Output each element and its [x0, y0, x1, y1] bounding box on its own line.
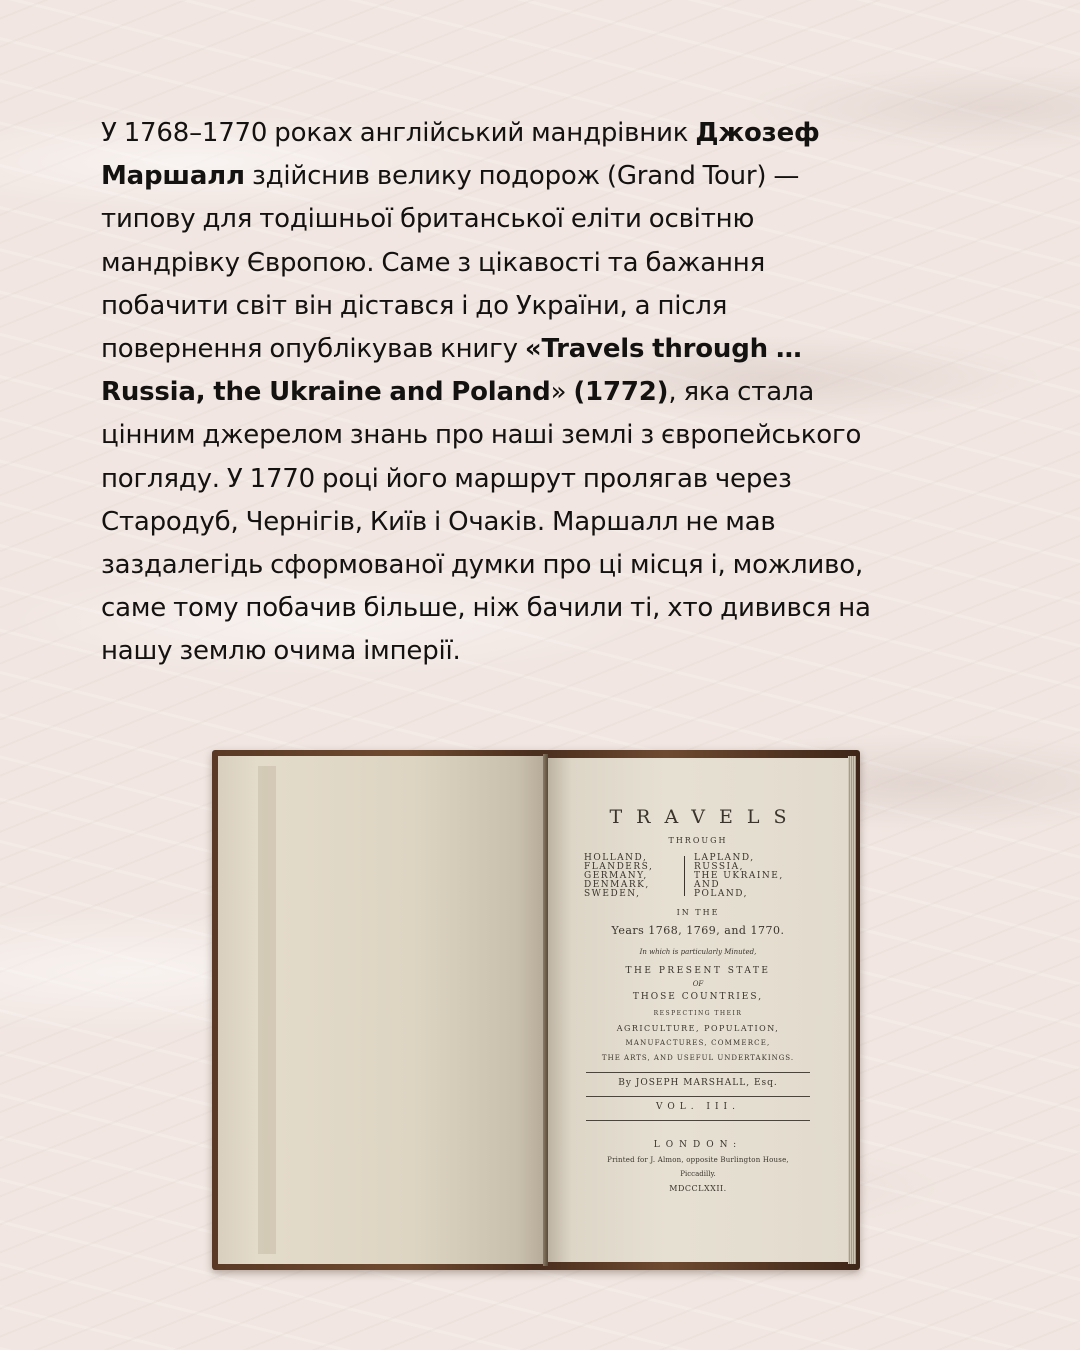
title-page-heading: TRAVELS — [609, 806, 801, 828]
text-line: побачити світ він дістався і до України, а після — [101, 290, 728, 321]
text-segment: » — [550, 377, 574, 408]
text-line: Стародуб, Чернігів, Київ і Очаків. Маршалл не мав — [101, 506, 776, 537]
title-page-rule — [586, 1072, 810, 1073]
book-year-bold: (1772) — [573, 377, 669, 408]
book-title-bold: «Travels through … — [524, 334, 802, 365]
text-line: цінним джерелом знань про наші землі з європейського — [101, 420, 862, 451]
author-name-bold: Джозеф — [695, 118, 820, 148]
author-name-bold: Маршалл — [101, 161, 245, 192]
country-name: DENMARK, — [584, 880, 650, 890]
title-page-rule — [586, 1096, 810, 1097]
title-page-countries — [584, 854, 814, 902]
book-title-bold: Russia, the Ukraine and Poland — [101, 377, 551, 408]
title-page-manufactures: MANUFACTURES, COMMERCE, — [625, 1039, 771, 1047]
text-segment: У 1768–1770 роках англійський мандрівник — [101, 118, 696, 148]
text-segment: , яка стала — [668, 377, 815, 408]
text-line — [101, 155, 1001, 198]
countries-divider — [684, 856, 685, 896]
title-page-printer: Printed for J. Almon, opposite Burlington House, — [607, 1156, 789, 1164]
countries-right-column — [694, 854, 814, 899]
text-line: нашу землю очима імперії. — [101, 636, 461, 667]
book-left-page — [218, 756, 544, 1264]
country-name: LAPLAND, — [694, 853, 755, 863]
title-page-volume: VOL. III. — [656, 1102, 740, 1112]
title-page-address: Piccadilly. — [680, 1170, 716, 1178]
text-line: погляду. У 1770 році його маршрут пролягав через — [101, 463, 792, 494]
title-page-city: LONDON: — [653, 1140, 743, 1150]
text-line: типову для тодішньої британської еліти освітню — [101, 204, 755, 235]
title-page-agriculture: AGRICULTURE, POPULATION, — [616, 1024, 780, 1033]
text-line — [101, 112, 1001, 155]
title-page-of: OF — [692, 980, 704, 988]
title-page-date: MDCCLXXII. — [669, 1184, 727, 1193]
title-page-those-countries: THOSE COUNTRIES, — [632, 992, 764, 1002]
text-line: саме тому побачив більше, ніж бачили ті, хто дивився на — [101, 593, 871, 624]
country-name: RUSSIA, — [694, 862, 744, 872]
title-page-years: Years 1768, 1769, and 1770. — [611, 924, 785, 937]
title-page-rule — [586, 1120, 810, 1121]
article-paragraph — [101, 112, 1001, 674]
book-page-edges — [848, 756, 856, 1264]
country-name: AND — [694, 880, 721, 890]
title-page-in-the: IN THE — [676, 908, 720, 917]
title-page-in-which: In which is particularly Minuted, — [639, 948, 757, 956]
title-page-author: By JOSEPH MARSHALL, Esq. — [618, 1078, 778, 1088]
country-name: THE UKRAINE, — [694, 871, 784, 881]
text-line: мандрівку Європою. Саме з цікавості та бажання — [101, 247, 766, 278]
country-name: SWEDEN, — [584, 889, 641, 899]
title-page-arts: THE ARTS, AND USEFUL UNDERTAKINGS. — [601, 1054, 795, 1062]
page-stain — [258, 766, 276, 1254]
text-line: заздалегідь сформованої думки про ці місця і, можливо, — [101, 550, 864, 581]
title-page-through: THROUGH — [668, 836, 728, 845]
text-line — [101, 328, 1001, 371]
country-name: GERMANY, — [584, 871, 648, 881]
country-name: FLANDERS, — [584, 862, 654, 872]
country-name: POLAND, — [694, 889, 749, 899]
countries-left-column — [584, 854, 680, 899]
text-segment: здійснив велику подорож (Grand Tour) — — [244, 161, 800, 192]
text-segment: повернення опублікував книгу — [101, 334, 525, 365]
book-title-page — [548, 758, 848, 1262]
title-page-respecting: RESPECTING THEIR — [653, 1010, 743, 1017]
title-page-present-state: THE PRESENT STATE — [625, 966, 771, 976]
text-line — [101, 371, 1001, 414]
book-photo — [212, 750, 860, 1270]
country-name: HOLLAND, — [584, 853, 648, 863]
